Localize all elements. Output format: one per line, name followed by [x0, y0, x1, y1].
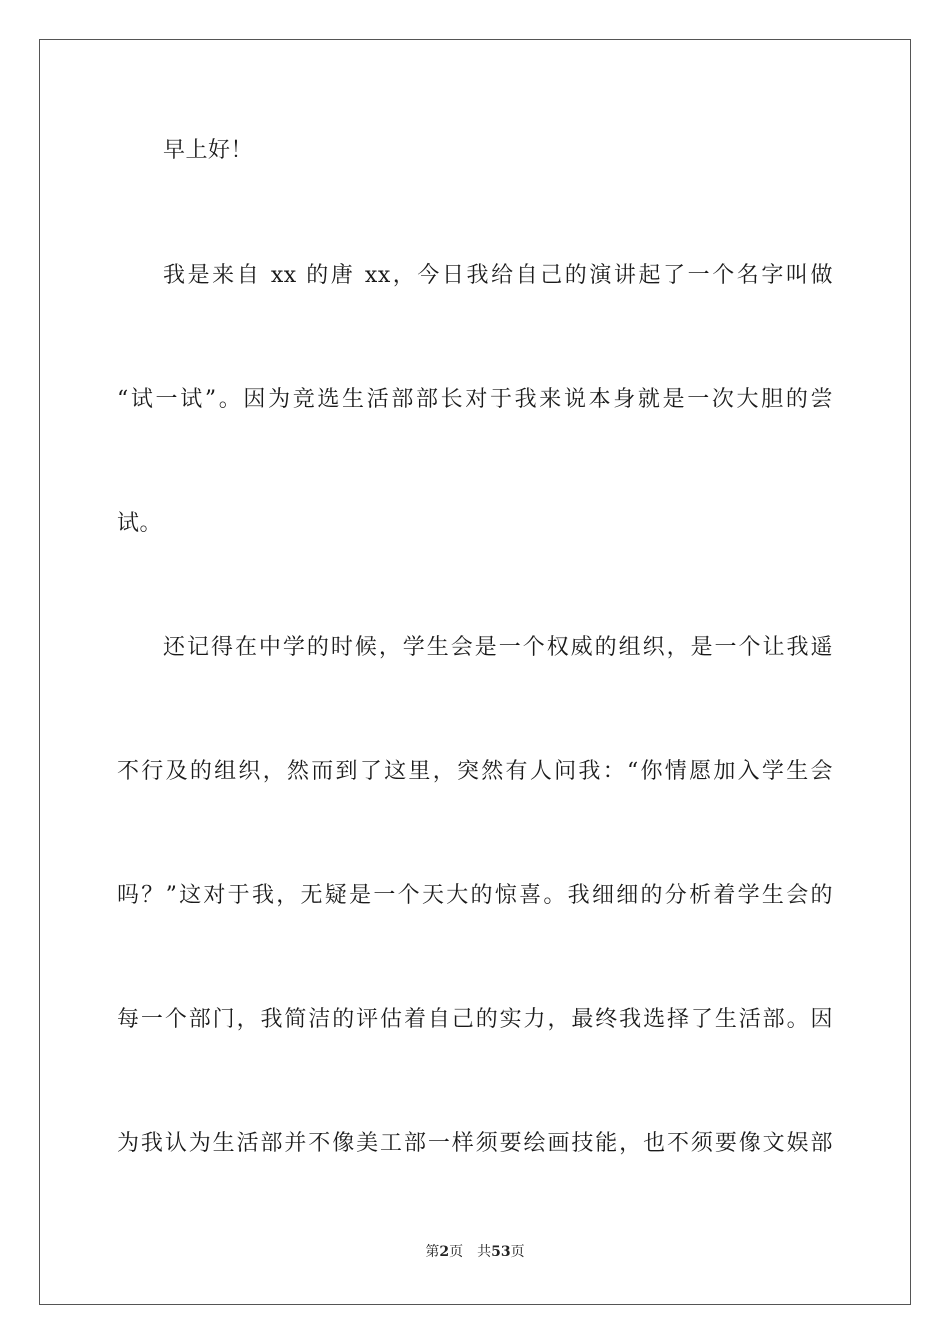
- page-number: 2: [439, 1244, 450, 1260]
- greeting-line: 早上好！: [163, 138, 254, 163]
- paragraph-1-line-1: 我是来自 xx 的唐 xx，今日我给自己的演讲起了一个名字叫做: [163, 263, 833, 288]
- total-pages: 53: [491, 1244, 511, 1260]
- paragraph-2-line-2: 不行及的组织，然而到了这里，突然有人问我：“你情愿加入学生会: [117, 759, 833, 784]
- page-suffix: 页: [449, 1244, 464, 1260]
- paragraph-1-line-3: 试。: [117, 511, 163, 536]
- total-suffix: 页: [510, 1244, 525, 1260]
- paragraph-1-line-2: “试一试”。因为竞选生活部部长对于我来说本身就是一次大胆的尝: [117, 387, 833, 412]
- paragraph-2-line-4: 每一个部门，我简洁的评估着自己的实力，最终我选择了生活部。因: [117, 1007, 833, 1032]
- paragraph-2-line-5: 为我认为生活部并不像美工部一样须要绘画技能，也不须要像文娱部: [117, 1131, 833, 1156]
- page-footer: [0, 1242, 950, 1262]
- paragraph-2-line-3: 吗？”这对于我，无疑是一个天大的惊喜。我细细的分析着学生会的: [117, 883, 833, 908]
- page-border: [39, 39, 911, 1305]
- page-prefix: 第: [425, 1244, 440, 1260]
- paragraph-2-line-1: 还记得在中学的时候，学生会是一个权威的组织，是一个让我遥: [163, 635, 833, 660]
- total-prefix: 共: [477, 1244, 492, 1260]
